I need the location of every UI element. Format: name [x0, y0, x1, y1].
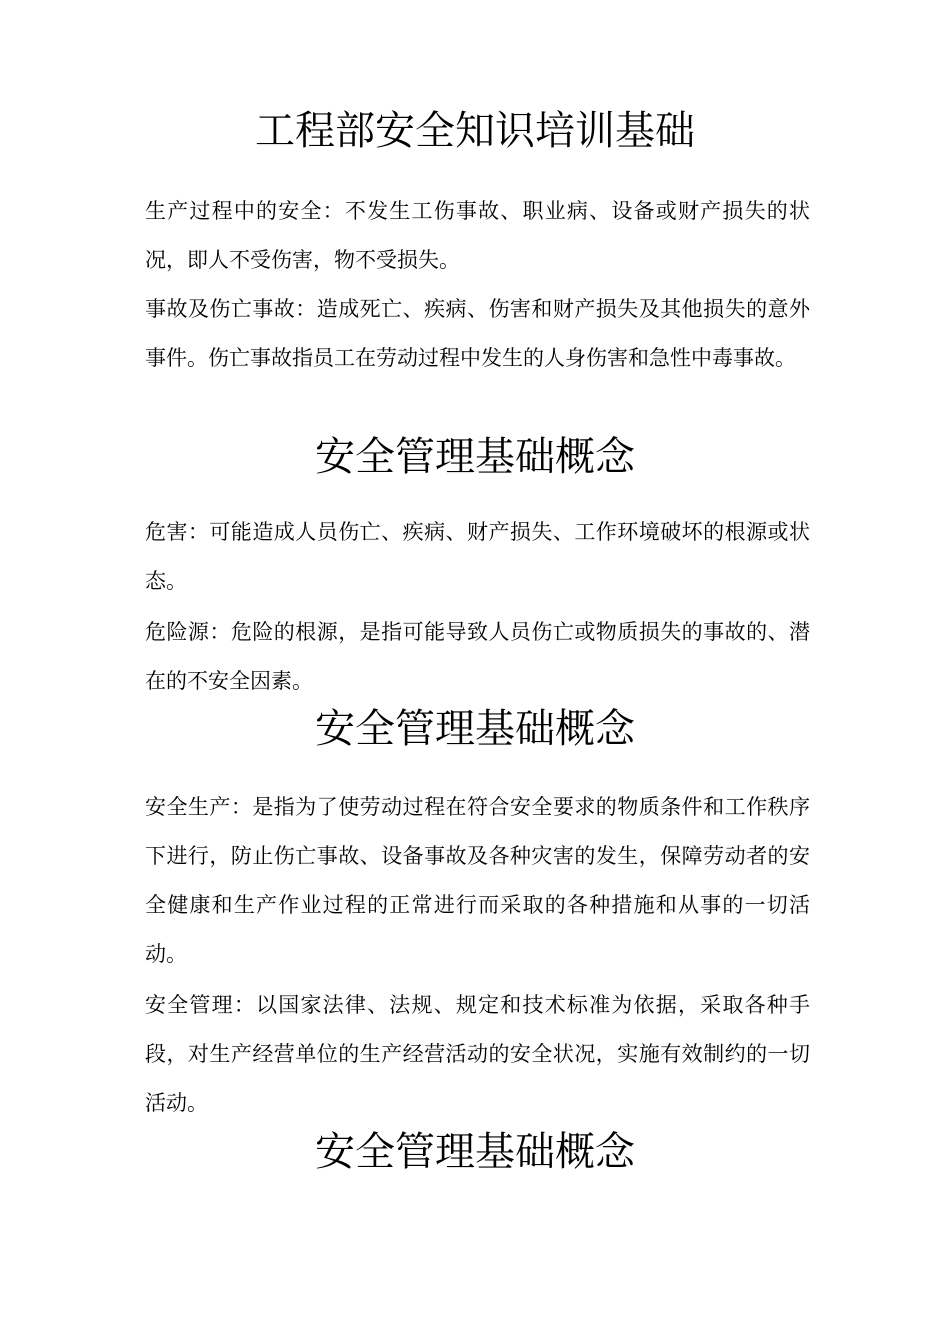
section-heading: 安全管理基础概念: [315, 434, 635, 480]
section-heading: 安全管理基础概念: [315, 706, 635, 752]
section-heading: 安全管理基础概念: [315, 1129, 635, 1175]
paragraph-accident-definition: 事故及伤亡事故：造成死亡、疾病、伤害和财产损失及其他损失的意外事件。伤亡事故指员工在劳动过程中发生的人身伤害和急性中毒事故。: [145, 297, 810, 370]
paragraph-hazard-definition: 危害：可能造成人员伤亡、疾病、财产损失、工作环境破坏的根源或状态。: [145, 520, 810, 593]
paragraph-safety-management-definition: 安全管理：以国家法律、法规、规定和技术标准为依据，采取各种手段，对生产经营单位的生产经营活动的安全状况，实施有效制约的一切活动。: [145, 993, 810, 1115]
paragraph-safe-production-definition: 安全生产：是指为了使劳动过程在符合安全要求的物质条件和工作秩序下进行，防止伤亡事故、设备事故及各种灾害的发生，保障劳动者的安全健康和生产作业过程的正常进行而采取的各种措施和从事的一切活动。: [145, 795, 810, 966]
main-title: 工程部安全知识培训基础: [255, 108, 695, 154]
paragraph-hazard-source-definition: 危险源：危险的根源，是指可能导致人员伤亡或物质损失的事故的、潜在的不安全因素。: [145, 620, 810, 693]
paragraph-safety-definition: 生产过程中的安全：不发生工伤事故、职业病、设备或财产损失的状况，即人不受伤害，物不受损失。: [145, 199, 810, 272]
